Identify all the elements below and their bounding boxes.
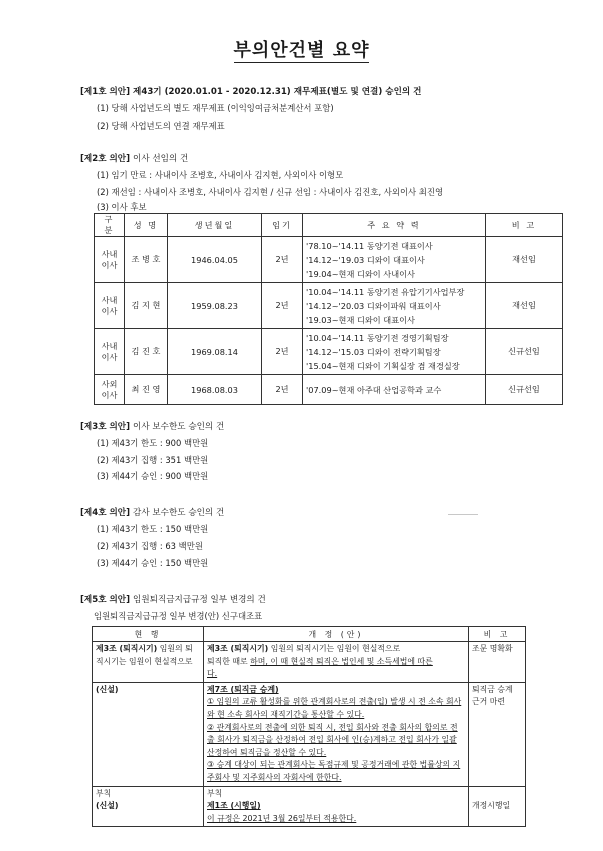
cell-revised: 제7조 (퇴직금 승계) ① 임원의 교류 활성화를 위한 관계회사로의 전출(입) 발생 시 전 소속 회사와 현 소속 회사의 재직기간을 통산할 수 있다. ② 관계회사로의 전출에 의한 퇴직 시, 전입 회사와 전출 회사의 합의로 전출 회사가 퇴직금을 산정하여 전입 회사에 인(승)계하고 전입 회사가 일괄 산정하여 퇴직금을 정산할 수 있다. ③ 승계 대상이 되는 관계회사는 독점규제 및 공정거래에 관한 법률상의 지주회사 및 지주회사의 자회사에 한한다. (204, 682, 469, 786)
director-candidates-table (94, 213, 563, 405)
table-row (95, 375, 563, 405)
item1-tag: [제1호 의안] (80, 87, 131, 97)
cell-term: 2년 (262, 283, 303, 329)
cell-birth: 1968.08.03 (168, 375, 262, 405)
col-header-revised: 개 정 (안) (204, 627, 469, 642)
cell-career: '10.04~'14.11 동양기전 유압기기사업부장 '14.12~'20.03 디와이파워 대표이사 '19.03~현재 디와이 대표이사 (303, 283, 486, 329)
cell-term: 2년 (262, 237, 303, 283)
item4-title: 감사 보수한도 승인의 건 (133, 508, 225, 518)
item5-title: 임원퇴직금지급규정 일부 변경의 건 (133, 595, 266, 605)
cell-note: 재선임 (486, 237, 563, 283)
item3-heading (80, 420, 224, 432)
table-row (93, 642, 526, 683)
cell-remark: 퇴직금 승계 근거 마련 (469, 682, 526, 786)
item4-line-3: (3) 제44기 승인 : 150 백만원 (97, 558, 209, 568)
table-row (95, 329, 563, 375)
cell-term: 2년 (262, 375, 303, 405)
item5-heading (80, 593, 266, 605)
col-header-current: 현 행 (93, 627, 204, 642)
cell-name: 김 지 현 (125, 283, 168, 329)
item3-line-2: (2) 제43기 집행 : 351 백만원 (97, 455, 209, 465)
col-header-name: 성 명 (125, 214, 168, 237)
cell-name: 김 진 호 (125, 329, 168, 375)
cell-type: 사내 이사 (95, 329, 125, 375)
item4-tag: [제4호 의안] (80, 508, 131, 518)
item3-line-1: (1) 제43기 한도 : 900 백만원 (97, 438, 209, 448)
cell-revised: 제3조 (퇴직시기) 임원의 퇴직시기는 임원이 현실적으로 퇴직한 때로 하며, 이 때 현실적 퇴직은 법인세 및 소득세법에 따른 다. (204, 642, 469, 683)
item2-tag: [제2호 의안] (80, 154, 131, 164)
cell-current: 부칙 (신설) (93, 786, 204, 827)
cell-name: 조 병 호 (125, 237, 168, 283)
item5-subtitle: 임원퇴직금지급규정 일부 변경(안) 신구대조표 (94, 611, 263, 621)
cell-birth: 1959.08.23 (168, 283, 262, 329)
cell-current: (신설) (93, 682, 204, 786)
cell-birth: 1946.04.05 (168, 237, 262, 283)
col-header-birth: 생년월일 (168, 214, 262, 237)
table-row (95, 283, 563, 329)
cell-birth: 1969.08.14 (168, 329, 262, 375)
table-row (95, 237, 563, 283)
cell-term: 2년 (262, 329, 303, 375)
scan-mark (448, 514, 478, 515)
cell-note: 신규선임 (486, 329, 563, 375)
item2-line-1: (1) 임기 만료 : 사내이사 조병호, 사내이사 김지현, 사외이사 이형모 (97, 170, 344, 180)
item3-tag: [제3호 의안] (80, 422, 131, 432)
page-title (0, 36, 603, 62)
cell-current: 제3조 (퇴직시기) 임원의 퇴직시기는 임원이 현실적으로 (93, 642, 204, 683)
table-header-row (95, 214, 563, 237)
col-header-remark: 비 고 (469, 627, 526, 642)
item2-heading (80, 152, 188, 164)
col-header-career: 주 요 약 력 (303, 214, 486, 237)
item1-heading (80, 85, 421, 97)
item1-line-2: (2) 당해 사업년도의 연결 재무제표 (97, 121, 225, 131)
item2-line-2: (2) 재선임 : 사내이사 조병호, 사내이사 김지현 / 신규 선임 : 사내이사 김진호, 사외이사 최진영 (97, 187, 444, 197)
cell-career: '07.09~현재 아주대 산업공학과 교수 (303, 375, 486, 405)
item2-line-3: (3) 이사 후보 (97, 202, 147, 212)
cell-name: 최 진 영 (125, 375, 168, 405)
amendment-comparison-table (92, 626, 526, 827)
cell-type: 사외 이사 (95, 375, 125, 405)
table-header-row (93, 627, 526, 642)
cell-remark: 개정시행일 (469, 786, 526, 827)
cell-type: 사내 이사 (95, 237, 125, 283)
cell-career: '78.10~'14.11 동양기전 대표이사 '14.12~'19.03 디와이 대표이사 '19.04~현재 디와이 사내이사 (303, 237, 486, 283)
item3-line-3: (3) 제44기 승인 : 900 백만원 (97, 471, 209, 481)
item2-title: 이사 선임의 건 (133, 154, 189, 164)
cell-note: 재선임 (486, 283, 563, 329)
cell-career: '10.04~'14.11 동양기전 경영기획팀장 '14.12~'15.03 디와이 전략기획팀장 '15.04~현재 디와이 기획실장 겸 재경실장 (303, 329, 486, 375)
item1-line-1: (1) 당해 사업년도의 별도 재무제표 (이익잉여금처분계산서 포함) (97, 103, 334, 113)
item4-line-1: (1) 제43기 한도 : 150 백만원 (97, 524, 209, 534)
cell-note: 신규선임 (486, 375, 563, 405)
table-row (93, 682, 526, 786)
item5-tag: [제5호 의안] (80, 595, 131, 605)
item1-title: 제43기 (2020.01.01 - 2020.12.31) 재무제표(별도 및 연결) 승인의 건 (133, 87, 422, 97)
col-header-type: 구 분 (95, 214, 125, 237)
item4-line-2: (2) 제43기 집행 : 63 백만원 (97, 541, 203, 551)
page-title-text: 부의안건별 요약 (233, 40, 370, 61)
item4-heading (80, 506, 224, 518)
cell-type: 사내 이사 (95, 283, 125, 329)
col-header-note: 비 고 (486, 214, 563, 237)
cell-remark: 조문 명확화 (469, 642, 526, 683)
col-header-term: 임기 (262, 214, 303, 237)
cell-revised: 부칙 제1조 (시행일) 이 규정은 2021년 3월 26일부터 적용한다. (204, 786, 469, 827)
item3-title: 이사 보수한도 승인의 건 (133, 422, 225, 432)
table-row (93, 786, 526, 827)
